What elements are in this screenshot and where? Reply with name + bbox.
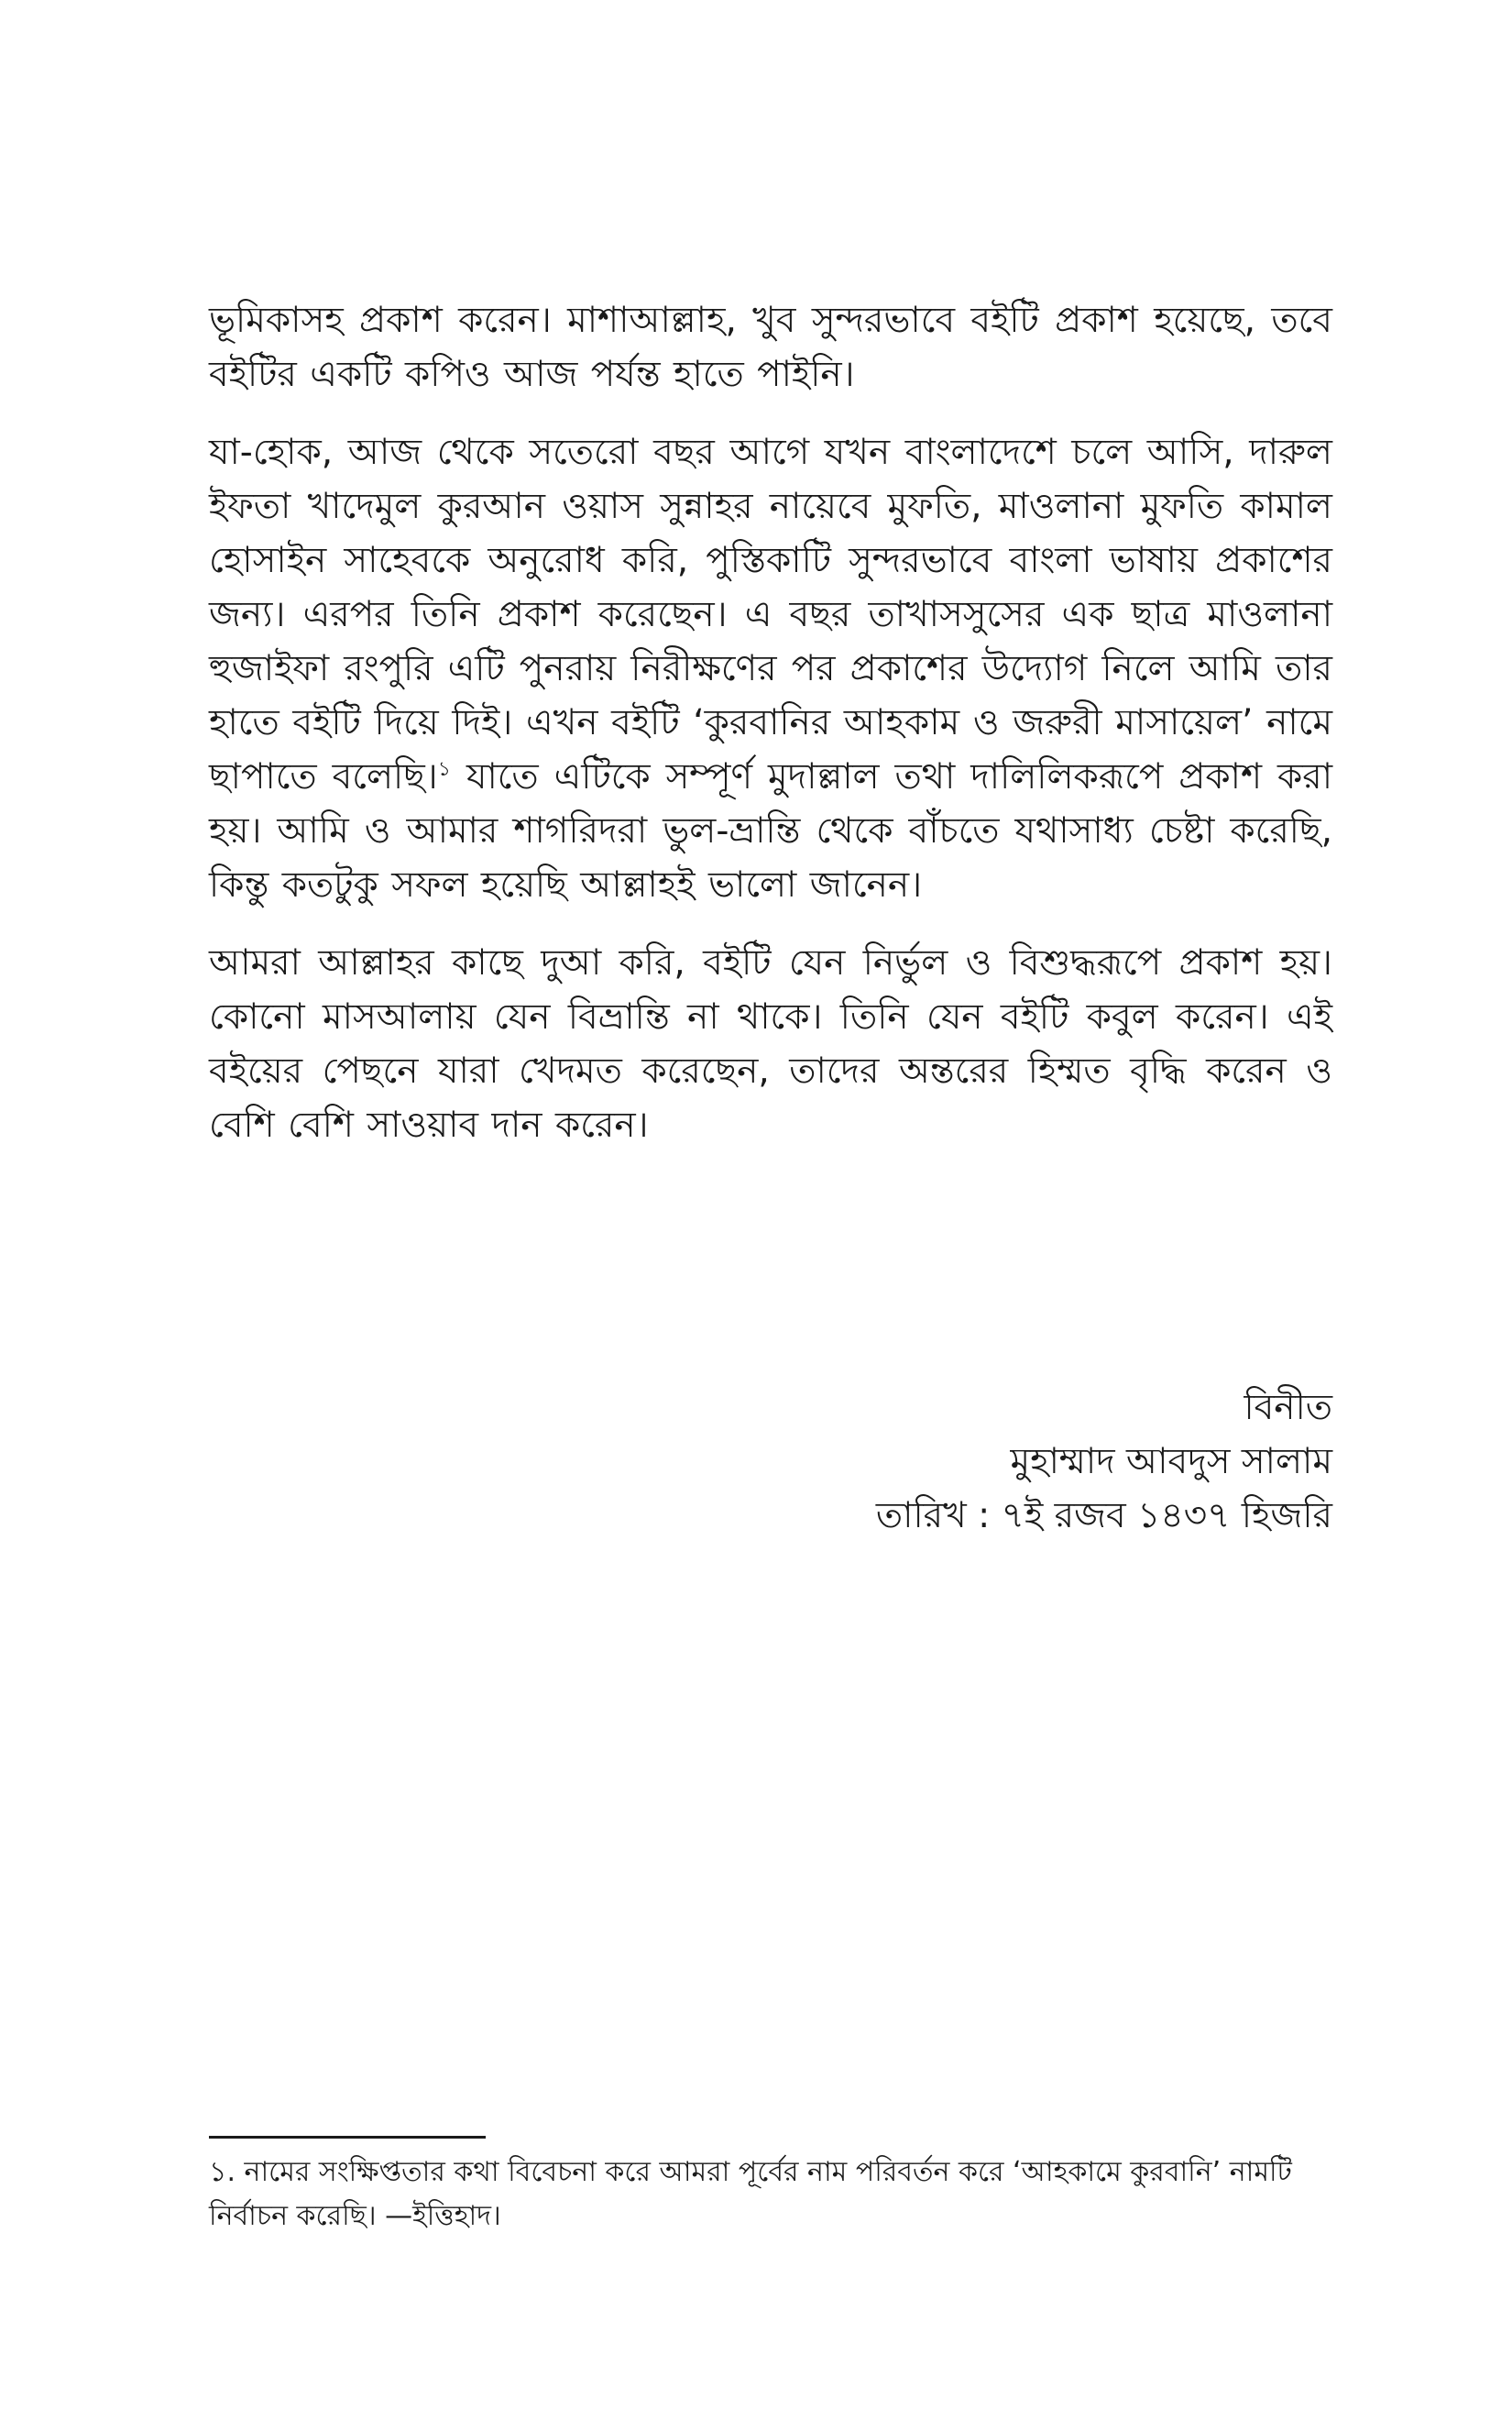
paragraph-3-text: আমরা আল্লাহর কাছে দুআ করি, বইটি যেন নির্ভুল ও বিশুদ্ধরূপে প্রকাশ হয়। কোনো মাসআলায় যেন বিভ্রান্তি না থাকে। তিনি যেন বইটি কবুল করেন। এই বইয়ের পেছনে যারা খেদমত করেছেন, তাদের অন্তরের হিম্মত বৃদ্ধি করেন ও বেশি বেশি সাওয়াব দান করেন।: [209, 942, 1332, 1146]
paragraph-2: [209, 425, 1332, 912]
footnote-marker: ১: [437, 758, 452, 781]
signature-date: তারিখ : ৭ই রজব ১৪৩৭ হিজরি: [875, 1495, 1332, 1536]
signature-name: মুহাম্মাদ আবদুস সালাম: [1010, 1441, 1332, 1482]
footnote: ১. নামের সংক্ষিপ্ততার কথা বিবেচনা করে আমরা পূর্বের নাম পরিবর্তন করে ‘আহকামে কুরবানি’ নামটি নির্বাচন করেছি। —ইত্তিহাদ।: [209, 2156, 1292, 2232]
paragraph-1-text: ভূমিকাসহ প্রকাশ করেন। মাশাআল্লাহ, খুব সুন্দরভাবে বইটি প্রকাশ হয়েছে, তবে বইটির একটি কপিও আজ পর্যন্ত হাতে পাইনি।: [209, 300, 1332, 395]
footnote-divider: [209, 2136, 486, 2139]
paragraph-3: [209, 936, 1332, 1152]
signature-block: [876, 1380, 1332, 1543]
body-text: [209, 293, 1332, 1176]
paragraph-2-continuation: যাতে এটিকে সম্পূর্ণ মুদাল্লাল তথা দালিলিকরূপে প্রকাশ করা হয়। আমি ও আমার শাগরিদরা ভুল-ভ্রান্তি থেকে বাঁচতে যথাসাধ্য চেষ্টা করেছি, কিন্তু কতটুকু সফল হয়েছি আল্লাহই ভালো জানেন।: [209, 756, 1333, 906]
signature-closing: বিনীত: [1244, 1387, 1332, 1428]
paragraph-2-text: যা-হোক, আজ থেকে সতেরো বছর আগে যখন বাংলাদেশে চলে আসি, দারুল ইফতা খাদেমুল কুরআন ওয়াস সুন্নাহর নায়েবে মুফতি, মাওলানা মুফতি কামাল হোসাইন সাহেবকে অনুরোধ করি, পুস্তিকাটি সুন্দরভাবে বাংলা ভাষায় প্রকাশের জন্য। এরপর তিনি প্রকাশ করেছেন। এ বছর তাখাসসুসের এক ছাত্র মাওলানা হুজাইফা রংপুরি এটি পুনরায় নিরীক্ষণের পর প্রকাশের উদ্যোগ নিলে আমি তার হাতে বইটি দিয়ে দিই। এখন বইটি ‘কুরবানির আহকাম ও জরুরী মাসায়েল’ নামে ছাপাতে বলেছি।: [209, 432, 1332, 798]
paragraph-1: [209, 293, 1332, 402]
